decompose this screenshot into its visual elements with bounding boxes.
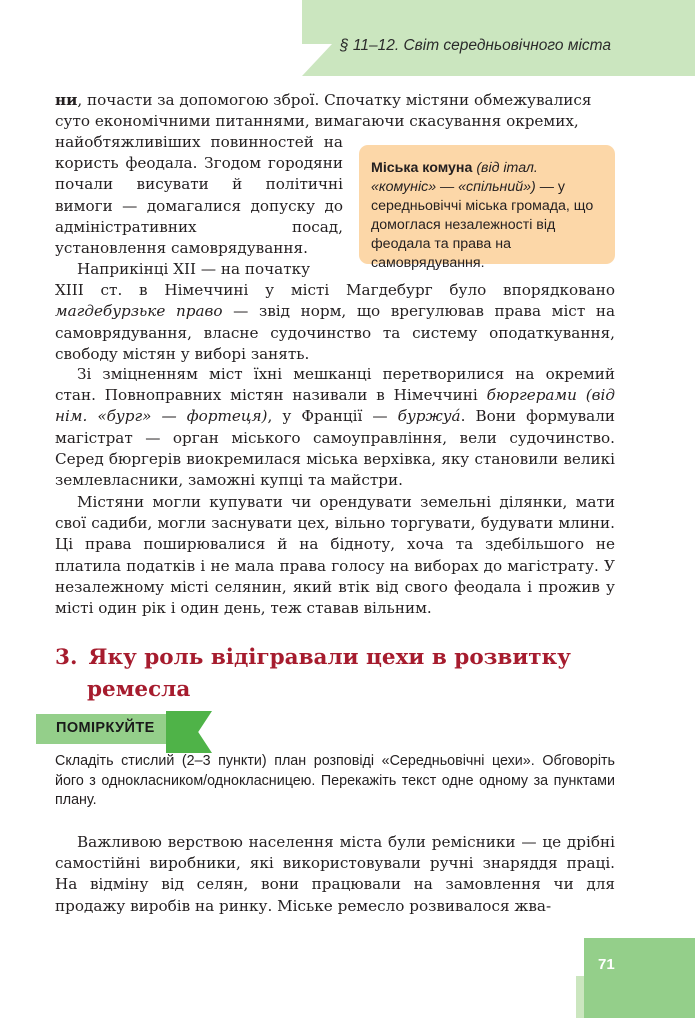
paragraph-3-text-2: , у Франції — bbox=[267, 407, 388, 426]
term-definition-box bbox=[359, 145, 615, 271]
paragraph-3-text-3: . Вони формували магістрат — орган міського самоуправління, вели судочинство. Серед бюргерів виокремилася міська верхівка, яку становили великі землевласники, заможні купці та майстри. bbox=[55, 407, 615, 490]
flag-icon bbox=[166, 711, 212, 753]
task-instructions: Складіть стислий (2–3 пункти) план розповіді «Середньовічні цехи». Обговоріть його з однокласником/однокласницею. Перекажіть текст одне одному за пунктами плану. bbox=[55, 753, 615, 808]
paragraph-3-text-1: Зі зміцненням міст їхні мешканці перетворилися на окремий стан. Повноправних містян називали в Німеччині bbox=[55, 365, 615, 405]
section-title-line-1: Яку роль відігравали цехи в розвитку bbox=[88, 645, 571, 670]
paragraph-2-text-after: — звід норм, що врегулював права міст на самоврядування, власне судочинство та систему оподаткування, свободу містян у виборі занять. bbox=[55, 302, 616, 363]
paragraph-2 bbox=[55, 259, 615, 365]
magdeburg-law-term: магдебурзьке право bbox=[55, 302, 223, 321]
page-number: 71 bbox=[598, 956, 615, 973]
term-title: Міська комуна bbox=[371, 160, 473, 176]
term-etymology: (від італ. «комуніс» — «спільний») bbox=[371, 160, 538, 195]
bourgeois-term: буржуá bbox=[397, 407, 461, 426]
paragraph-2-text: XIII ст. в Німеччині у місті Магдебург було впорядковано bbox=[55, 281, 615, 300]
paragraph-3 bbox=[55, 364, 615, 491]
burghers-term: бюргерами (від нім. «бург» — фортеця) bbox=[55, 386, 615, 426]
word-fragment: ни bbox=[55, 91, 78, 109]
paragraph-4: Містяни могли купувати чи орендувати земельні ділянки, мати свої садиби, могли заснувати цех, вільно торгувати, будувати млини. Ці права поширювалися й на бідноту, хоча та здебільшого не платила податків і не мала права голосу на виборах до магістрату. У незалежному місті селянин, який втік від свого феодала і прожив у місті один рік і один день, теж ставав вільним. bbox=[55, 493, 615, 618]
page-band-notch bbox=[576, 976, 584, 1018]
section-heading bbox=[55, 642, 615, 706]
paragraph-1-line-1: , почасти за допомогою зброї. Спочатку містяни обмежувалися bbox=[77, 91, 592, 109]
paragraph-1-narrow: найобтяжливіших повинностей на користь феодала. Згодом городяни почали висувати й політичні вимоги — домагалися допуску до адміністративних посад, установлення самоврядування. bbox=[55, 133, 343, 258]
section-number: 3. bbox=[55, 645, 78, 670]
paragraph-1-line-2: суто економічними питаннями, вимагаючи скасування окремих, bbox=[55, 112, 579, 131]
page-number-band bbox=[584, 938, 695, 1018]
paragraph-5: Важливою верствою населення міста були ремісники — це дрібні самостійні виробники, які використовували ручні знаряддя праці. На відміну від селян, вони працювали на замовлення чи для продажу виробів на ринку. Міське ремесло розвивалося жва- bbox=[55, 833, 615, 915]
section-title-line-2: ремесла bbox=[87, 677, 191, 702]
running-header: § 11–12. Світ середньовічного міста bbox=[339, 37, 611, 54]
header-corner-cut bbox=[302, 44, 332, 76]
think-label: ПОМІРКУЙТЕ bbox=[56, 720, 155, 736]
paragraph-2-line-1: Наприкінці XII — на початку bbox=[77, 260, 311, 278]
term-definition: — у середньовіччі міська громада, що домоглася незалежності від феодала та права на самоврядування. bbox=[371, 179, 594, 271]
paragraph-1-top bbox=[55, 90, 615, 132]
